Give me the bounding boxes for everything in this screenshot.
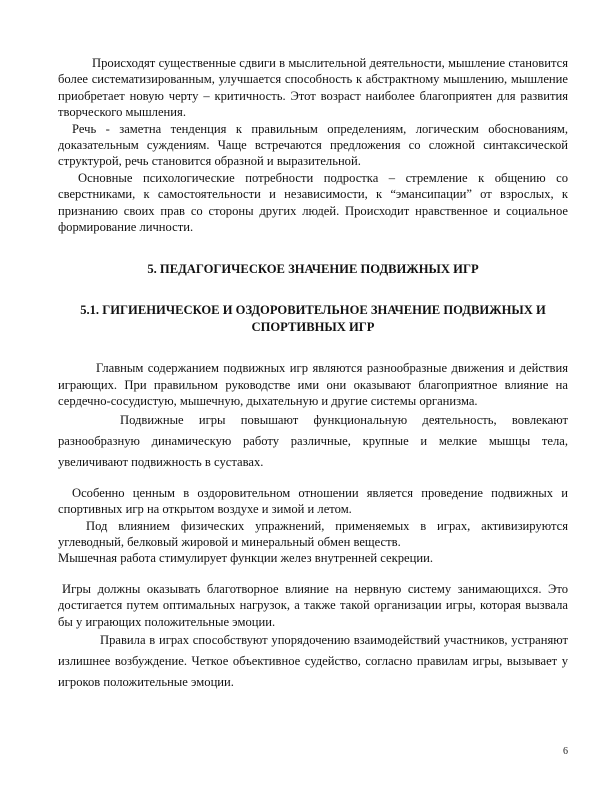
page-content: [58, 55, 568, 693]
paragraph-glands: Мышечная работа стимулирует функции желез внутренней секреции.: [58, 551, 433, 566]
paragraph-needs: Основные психологические потребности подростка – стремление к общению со сверстниками, к самостоятельности и независимости, к “эмансипации” от взрослых, к признанию своих прав со стороны других людей. Происходит нравственное и социальное формирование личности.: [58, 170, 568, 235]
page-number: 6: [563, 746, 568, 757]
paragraph-nervous-system: Игры должны оказывать благотворное влияние на нервную систему занимающихся. Это достигается путем оптимальных нагрузок, а также такой организации игры, которая вызвала бы у играющих положительные эмоции.: [58, 581, 568, 629]
subsection-title: 5.1. ГИГИЕНИЧЕСКОЕ И ОЗДОРОВИТЕЛЬНОЕ ЗНАЧЕНИЕ ПОДВИЖНЫХ И СПОРТИВНЫХ ИГР: [80, 303, 546, 335]
paragraph-outdoor-games: Особенно ценным в оздоровительном отношении является проведение подвижных и спортивных игр на открытом воздухе и зимой и летом.: [58, 485, 568, 517]
paragraph-speech: Речь - заметна тенденция к правильным определениям, логическим обоснованиям, доказательным суждениям. Чаще встречаются предложения со сложной синтаксической структурой, речь становится образной и выразительной.: [58, 121, 568, 169]
paragraph-functional-activity: Подвижные игры повышают функциональную деятельность, вовлекают разнообразную динамическую работу различные, крупные и мелкие мышцы тела, увеличивают подвижность в суставах.: [58, 412, 568, 469]
paragraph-rules: Правила в играх способствуют упорядочению взаимодействий участников, устраняют излишнее возбуждение. Четкое объективное судейство, согласно правилам игры, вызывает у игроков положительные эмоции.: [58, 632, 568, 689]
paragraph-metabolism: Под влиянием физических упражнений, применяемых в играх, активизируются углеводный, белковый жировой и минеральный обмен веществ.: [58, 518, 568, 549]
section-title: 5. ПЕДАГОГИЧЕСКОЕ ЗНАЧЕНИЕ ПОДВИЖНЫХ ИГР: [147, 262, 479, 277]
paragraph-main-content: Главным содержанием подвижных игр являются разнообразные движения и действия играющих. При правильном руководстве ими они оказывают благоприятное влияние на сердечно-сосудистую, мышечную, дыхательную и другие системы организма.: [58, 361, 568, 409]
paragraph-thinking: Происходят существенные сдвиги в мыслительной деятельности, мышление становится более систематизированным, улучшается способность к абстрактному мышлению, мышление приобретает новую черту – критичность. Этот возраст наиболее благоприятен для развития творческого мышления.: [58, 56, 568, 120]
